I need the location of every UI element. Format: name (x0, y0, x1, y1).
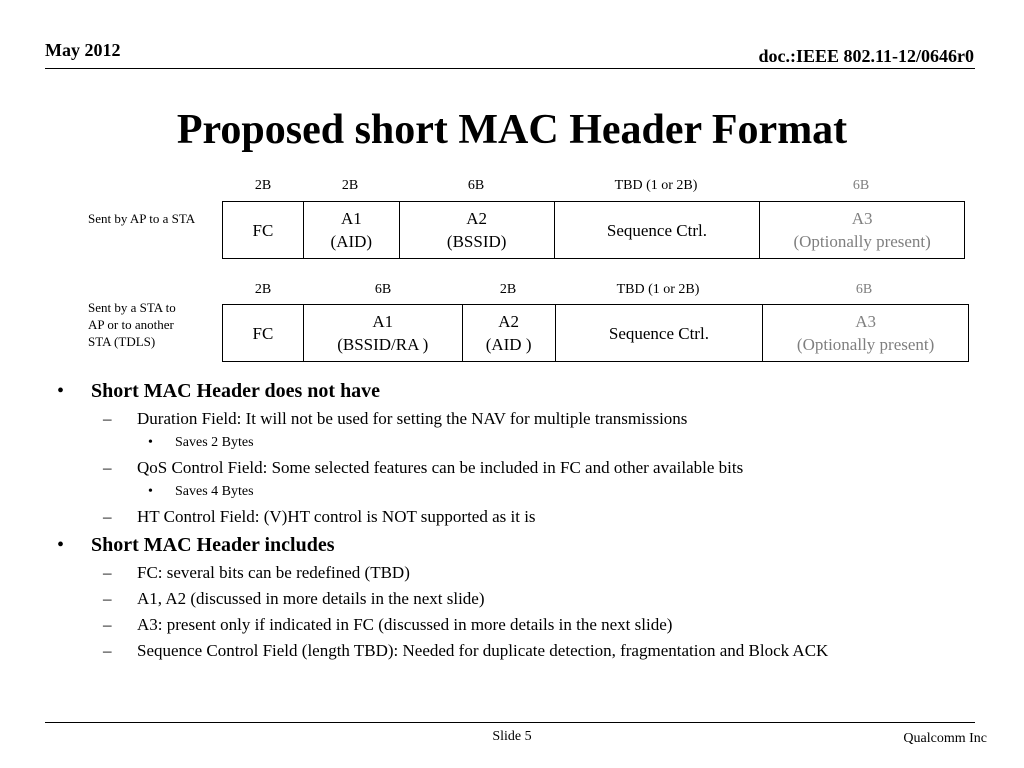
sub-bullet-item: – Sequence Control Field (length TBD): Needed for duplicate detection, fragmentation and Block ACK (103, 641, 829, 660)
field-a3: A3 (Optionally present) (760, 202, 965, 258)
field-a1: A1 (AID) (304, 202, 400, 258)
sub-bullet-item: – Duration Field: It will not be used for setting the NAV for multiple transmissions (103, 409, 688, 428)
size-label: 2B (341, 178, 359, 193)
frame1-caption: Sent by AP to a STA (88, 211, 196, 226)
dash-marker: – (103, 641, 112, 660)
bullet-marker: • (148, 484, 153, 499)
size-label: TBD (1 or 2B) (616, 282, 700, 297)
footer-divider (45, 722, 975, 723)
sub-bullet-item: – FC: several bits can be redefined (TBD) (103, 563, 410, 582)
size-label: 2B (254, 282, 272, 297)
frame2-sizes (0, 282, 1024, 300)
bullet-list (57, 374, 1000, 666)
sub-bullet-item: – HT Control Field: (V)HT control is NOT supported as it is (103, 507, 536, 526)
footer-company: Qualcomm Inc (903, 731, 987, 746)
size-label: 6B (855, 282, 873, 297)
size-label: 6B (467, 178, 485, 193)
size-label: 2B (254, 178, 272, 193)
field-sequence-ctrl: Sequence Ctrl. (555, 202, 761, 258)
sub-sub-bullet-item: • Saves 4 Bytes (148, 484, 254, 499)
bullet-marker: • (57, 380, 65, 402)
frame1-sizes (0, 178, 1024, 196)
bullet-item: • Short MAC Header does not have (57, 380, 381, 402)
size-label: 6B (374, 282, 392, 297)
dash-marker: – (103, 589, 112, 608)
bullet-marker: • (148, 435, 153, 450)
dash-marker: – (103, 563, 112, 582)
field-fc: FC (223, 202, 304, 258)
slide-number: Slide 5 (492, 729, 532, 744)
frame2-fields (222, 304, 969, 362)
dash-marker: – (103, 409, 112, 428)
header-date: May 2012 (45, 40, 121, 60)
sub-bullet-item: – A3: present only if indicated in FC (discussed in more details in the next slide) (103, 615, 673, 634)
sub-bullet-item: – A1, A2 (discussed in more details in the next slide) (103, 589, 485, 608)
header-doc-id: doc.:IEEE 802.11-12/0646r0 (758, 46, 974, 66)
size-label: 6B (852, 178, 870, 193)
field-a2: A2 (BSSID) (400, 202, 555, 258)
field-sequence-ctrl: Sequence Ctrl. (556, 305, 764, 361)
sub-sub-bullet-item: • Saves 2 Bytes (148, 435, 254, 450)
header-divider (45, 68, 975, 69)
dash-marker: – (103, 458, 112, 477)
frame1-fields (222, 201, 965, 259)
bullet-marker: • (57, 534, 65, 556)
field-a3: A3 (Optionally present) (763, 305, 969, 361)
dash-marker: – (103, 615, 112, 634)
bullet-item: • Short MAC Header includes (57, 534, 335, 556)
field-fc: FC (223, 305, 304, 361)
frame2-caption: Sent by a STA to AP or to another STA (TDLS) (88, 300, 176, 349)
size-label: 2B (499, 282, 517, 297)
field-a2: A2 (AID ) (463, 305, 556, 361)
slide-title: Proposed short MAC Header Format (176, 107, 848, 153)
size-label: TBD (1 or 2B) (614, 178, 698, 193)
field-a1: A1 (BSSID/RA ) (304, 305, 463, 361)
sub-bullet-item: – QoS Control Field: Some selected features can be included in FC and other available bits (103, 458, 744, 477)
dash-marker: – (103, 507, 112, 526)
